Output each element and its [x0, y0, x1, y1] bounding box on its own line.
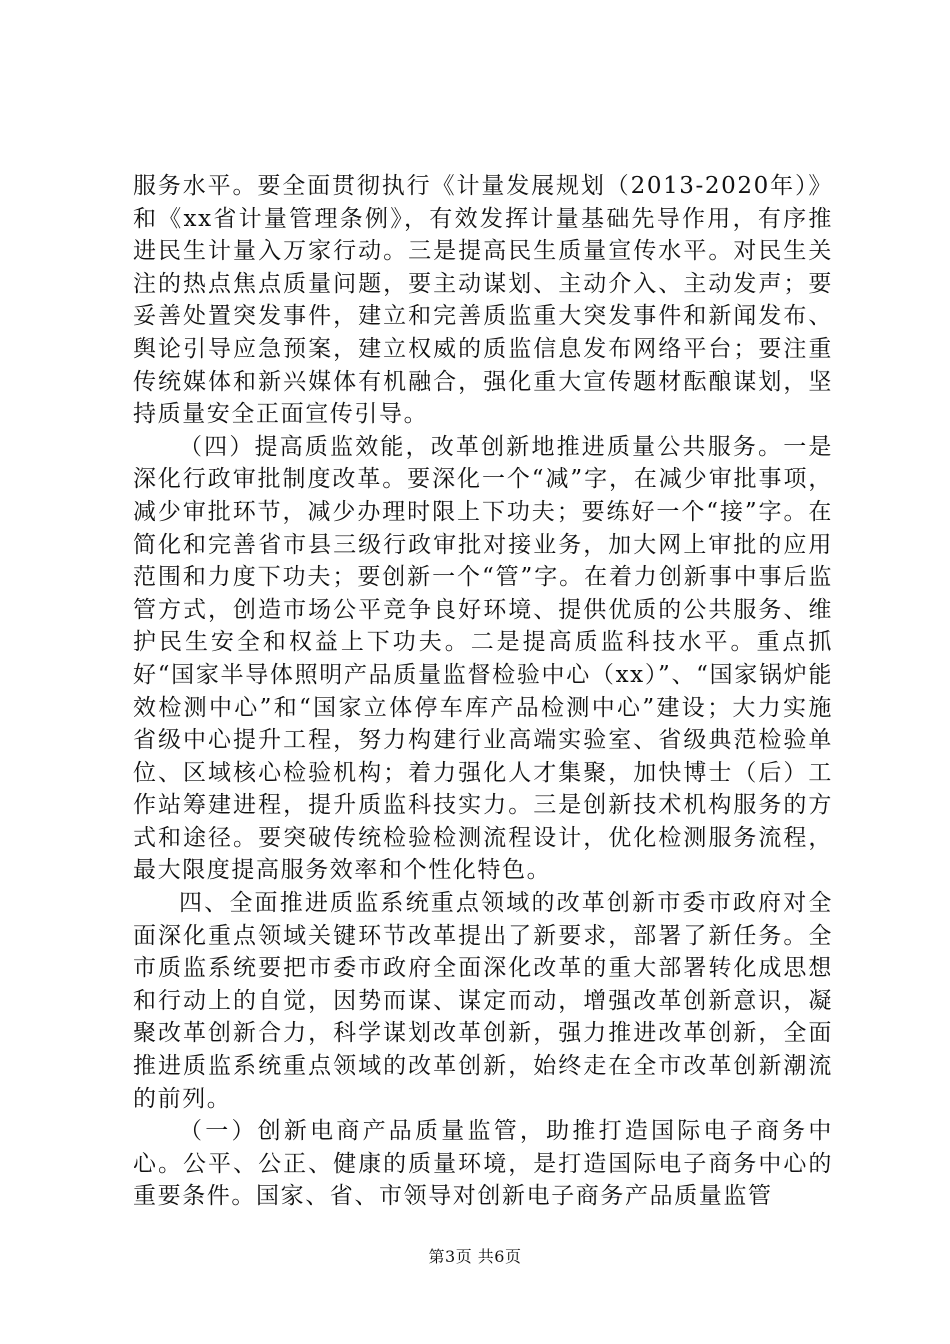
paragraph-3: 四、全面推进质监系统重点领域的改革创新市委市政府对全面深化重点领域关键环节改革提出了新要求，部署了新任务。全市质监系统要把市委市政府全面深化改革的重大部署转化成思想和行动上的自觉，因势而谋、谋定而动，增强改革创新意识，凝聚改革创新合力，科学谋划改革创新，强力推进改革创新，全面推进质监系统重点领域的改革创新，始终走在全市改革创新潮流的前列。	[133, 890, 833, 1112]
paragraph-2: （四）提高质监效能，改革创新地推进质量公共服务。一是深化行政审批制度改革。要深化一个“减”字，在减少审批事项，减少审批环节，减少办理时限上下功夫；要练好一个“接”字。在简化和完善省市县三级行政审批对接业务，加大网上审批的应用范围和力度下功夫；要创新一个“管”字。在着力创新事中事后监管方式，创造市场公平竞争良好环境、提供优质的公共服务、维护民生安全和权益上下功夫。二是提高质监科技水平。重点抓好“国家半导体照明产品质量监督检验中心（xx）”、“国家锅炉能效检测中心”和“国家立体停车库产品检测中心”建设；大力实施省级中心提升工程，努力构建行业高端实验室、省级典范检验单位、区域核心检验机构；着力强化人才集聚，加快博士（后）工作站筹建进程，提升质监科技实力。三是创新技术机构服务的方式和途径。要突破传统检验检测流程设计，优化检测服务流程，最大限度提高服务效率和个性化特色。	[133, 433, 833, 884]
paragraph-4: （一）创新电商产品质量监管，助推打造国际电子商务中心。公平、公正、健康的质量环境，是打造国际电子商务中心的重要条件。国家、省、市领导对创新电子商务产品质量监管	[133, 1118, 833, 1210]
paragraph-1: 服务水平。要全面贯彻执行《计量发展规划（2013-2020年）》和《xx省计量管理条例》，有效发挥计量基础先导作用，有序推进民生计量入万家行动。三是提高民生质量宣传水平。对民生关注的热点焦点质量问题，要主动谋划、主动介入、主动发声；要妥善处置突发事件，建立和完善质监重大突发事件和新闻发布、舆论引导应急预案，建立权威的质监信息发布网络平台；要注重传统媒体和新兴媒体有机融合，强化重大宣传题材酝酿谋划，坚持质量安全正面宣传引导。	[133, 173, 833, 428]
page-number-footer: 第3页 共6页	[428, 1247, 522, 1266]
document-body	[133, 170, 833, 1213]
